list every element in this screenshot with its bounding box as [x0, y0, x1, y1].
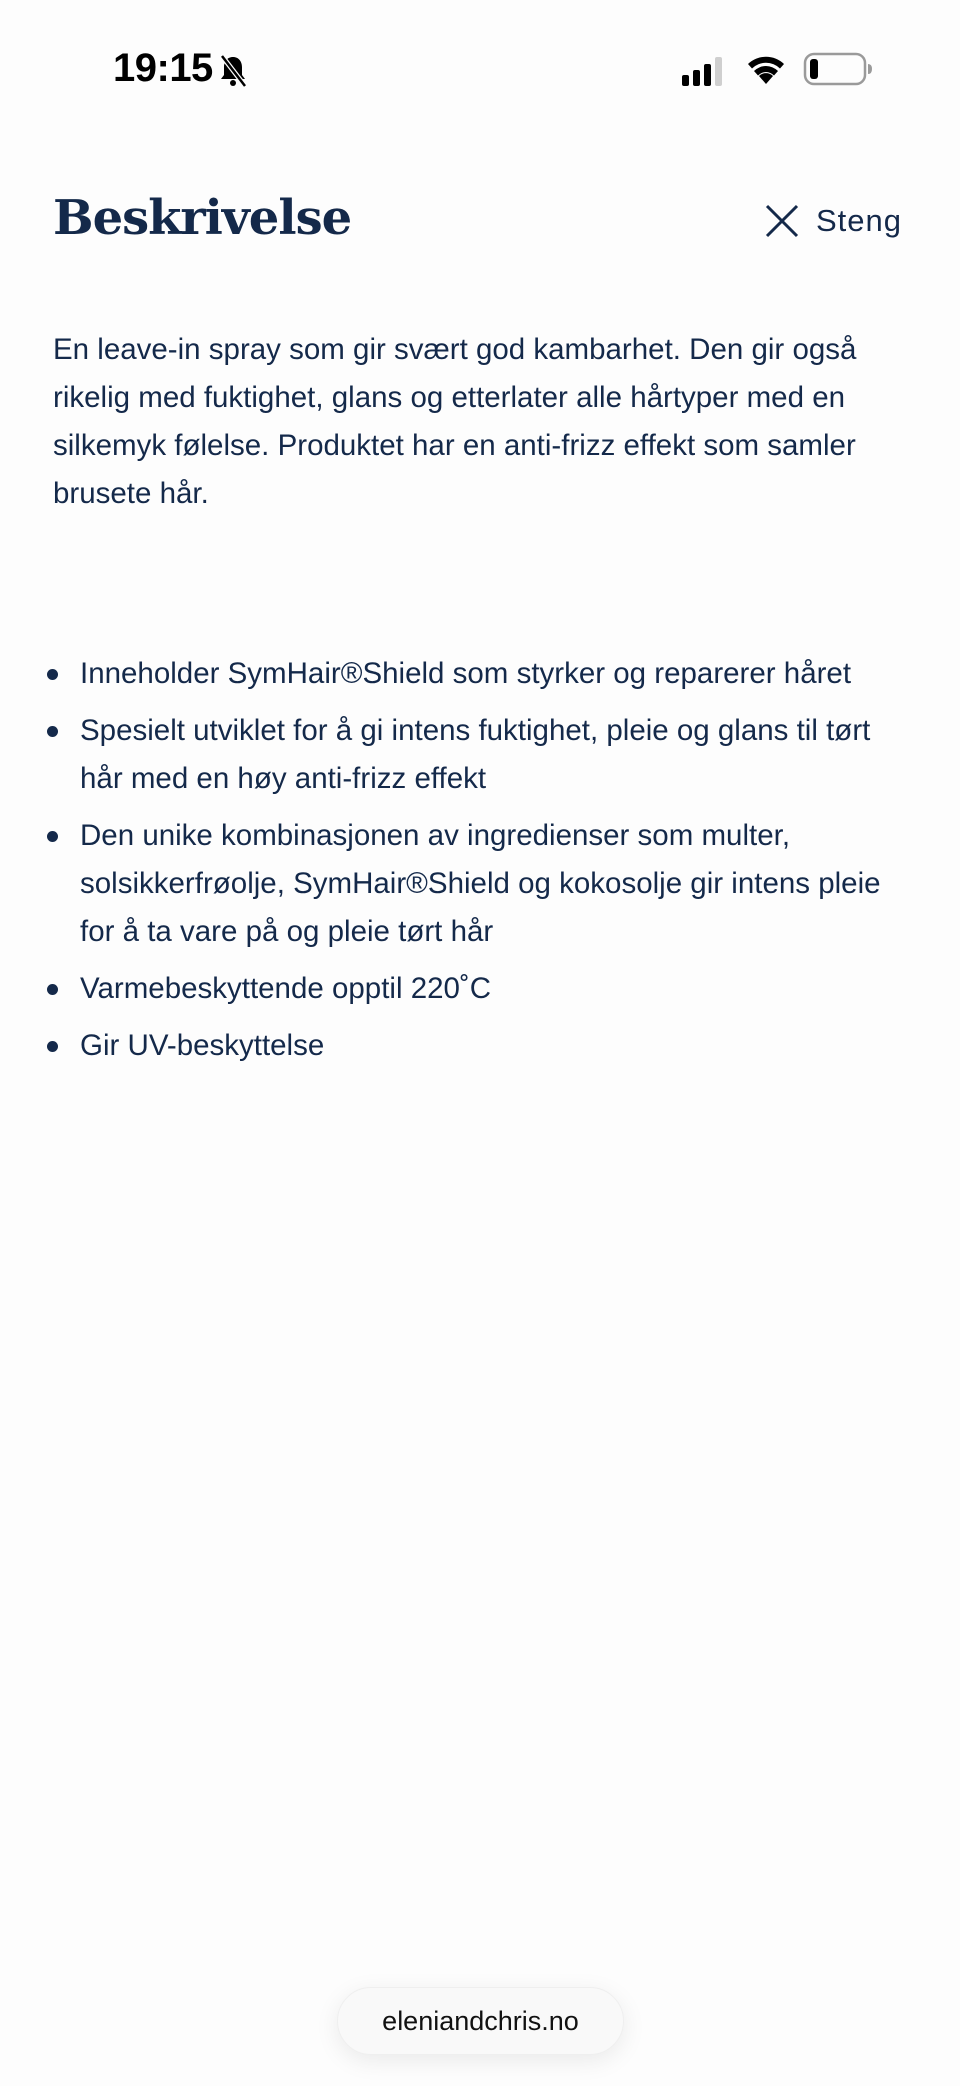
status-bar [0, 0, 960, 140]
bullet-icon [47, 669, 58, 680]
feature-text: Varmebeskyttende opptil 220˚C [80, 972, 492, 1005]
url-text: eleniandchris.no [382, 2005, 579, 2036]
feature-text: Gir UV-beskyttelse [80, 1029, 325, 1062]
close-label: Steng [816, 203, 903, 238]
feature-item [80, 707, 920, 803]
page-title: Beskrivelse [53, 190, 352, 246]
bullet-icon [47, 1041, 58, 1052]
feature-text: Den unike kombinasjonen av ingredienser som multer, solsikkerfrøolje, SymHair®Shield og kokosolje gir intens pleie for å ta vare på og pleie tørt hår [80, 819, 881, 948]
bullet-icon [47, 726, 58, 737]
close-icon [764, 203, 800, 239]
feature-item [80, 1022, 920, 1070]
status-time: 19:15 [113, 46, 213, 90]
cellular-signal-icon [680, 55, 730, 87]
product-description: En leave-in spray som gir svært god kambarhet. Den gir også rikelig med fuktighet, glans og etterlater alle hårtyper med en silkemyk følelse. Produktet har en anti-frizz effekt som samler brusete hår. [53, 333, 857, 510]
battery-low-icon [803, 52, 873, 86]
close-button[interactable] [764, 198, 902, 244]
feature-text: Inneholder SymHair®Shield som styrker og reparerer håret [80, 657, 852, 690]
feature-list [80, 650, 920, 1079]
feature-item [80, 812, 920, 956]
feature-text: Spesielt utviklet for å gi intens fuktighet, pleie og glans til tørt hår med en høy anti-frizz effekt [80, 714, 871, 795]
bullet-icon [47, 831, 58, 842]
feature-item [80, 650, 920, 698]
browser-url-bar[interactable] [337, 1987, 624, 2055]
bullet-icon [47, 984, 58, 995]
feature-item [80, 965, 920, 1013]
wifi-icon [745, 52, 787, 86]
bell-slash-icon [218, 54, 248, 88]
